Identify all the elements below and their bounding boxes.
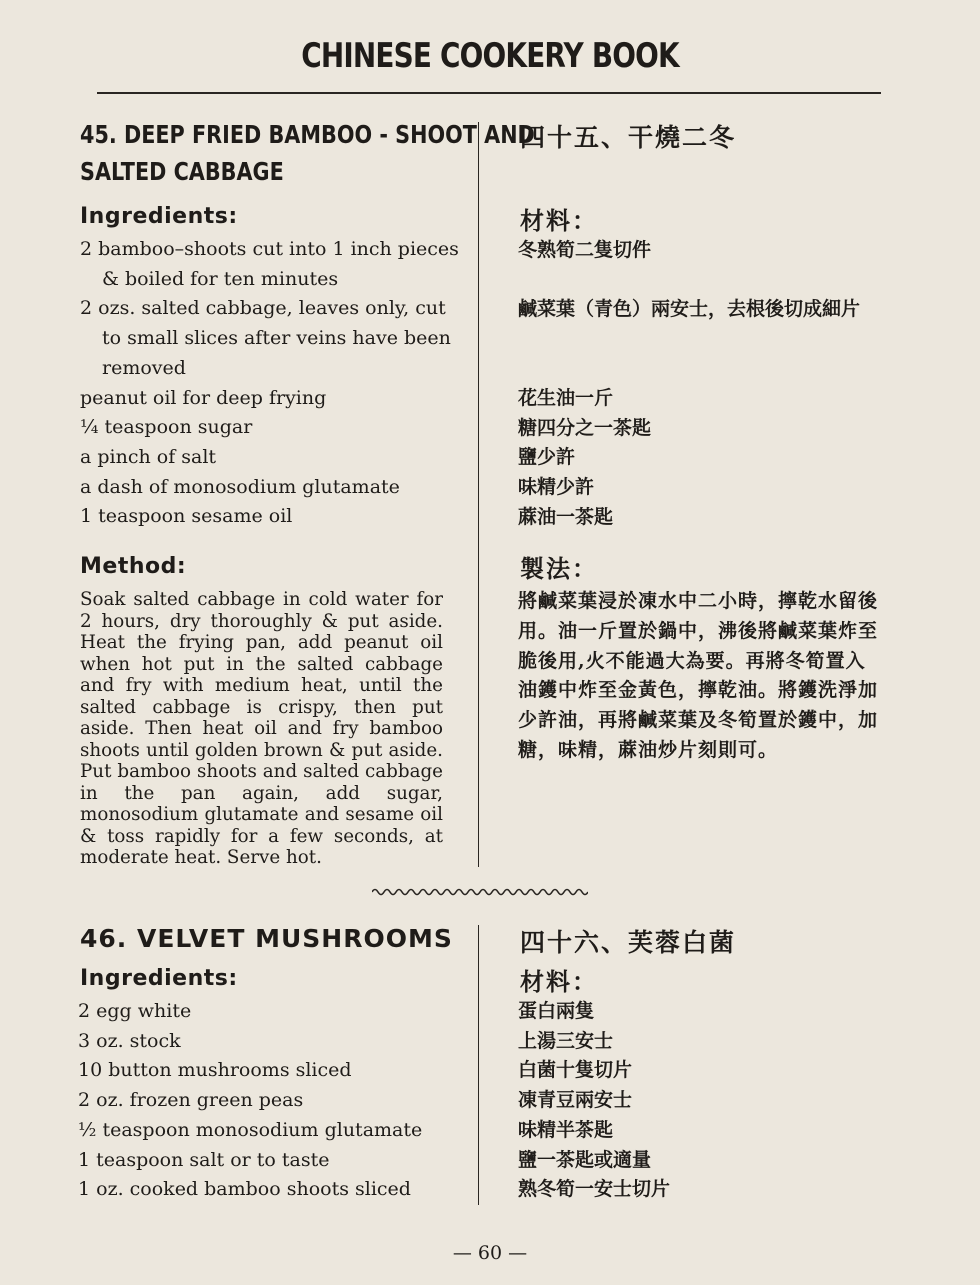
recipe-46-zh-ingredients-heading: 材料： (520, 967, 598, 996)
column-divider-46 (478, 925, 479, 1205)
zh-ingredient-line: 凍青豆兩安士 (518, 1089, 633, 1112)
ingredient-line: 2 ozs. salted cabbage, leaves only, cut (80, 297, 446, 320)
zh-ingredient-line: 味精少許 (518, 476, 595, 499)
recipe-46-zh-ingredient-list (518, 997, 670, 1205)
zh-ingredient-line: 蛋白兩隻 (518, 1000, 595, 1022)
recipe-45-method-text: Soak salted cabbage in cold water for 2 hours, dry thoroughly & put aside. Heat the frying pan, add peanut oil when hot put in the salted cabbage and fry with medium heat, until the salted cabbage is crispy, then put aside. Then heat oil and fry bamboo shoots until golden brown & put aside. Put bamboo shoots and salted cabbage in the pan again, add sugar, monosodium glutamate and sesame oil & toss rapidly for a few seconds, at moderate heat. Serve hot. (80, 589, 443, 868)
recipe-45-zh-ingredient-2: 鹹菜葉（青色）兩安士，去根後切成細片 (518, 298, 861, 320)
zh-ingredient-line: 上湯三安士 (518, 1029, 614, 1052)
recipe-46-zh-title: 四十六、芙蓉白菌 (520, 928, 737, 957)
header-rule (97, 92, 881, 94)
ingredient-line: peanut oil for deep frying (80, 386, 327, 409)
recipe-45-ingredients-heading: Ingredients: (80, 204, 238, 229)
zh-ingredient-line: 熟冬筍一安士切片 (518, 1178, 671, 1201)
zh-ingredient-line: 鹽少許 (518, 446, 576, 469)
ingredient-line: & boiled for ten minutes (102, 267, 339, 290)
column-divider-45 (478, 122, 479, 867)
ingredient-line: 1 teaspoon sesame oil (80, 505, 293, 528)
ingredient-line: ¼ teaspoon sugar (80, 416, 253, 439)
recipe-45-zh-ingredient-1: 冬熟筍二隻切件 (518, 239, 652, 261)
ingredient-line: 10 button mushrooms sliced (78, 1059, 352, 1082)
recipe-45-zh-title: 四十五、干燒二冬 (520, 123, 737, 152)
ingredient-line: a pinch of salt (80, 445, 217, 468)
ingredient-line: to small slices after veins have been (102, 327, 451, 350)
recipe-45-zh-ingredient-list (518, 384, 651, 533)
book-title: CHINESE COOKERY BOOK (301, 36, 679, 76)
recipe-46-title: 46. VELVET MUSHROOMS (80, 924, 453, 953)
page-number: — 60 — (452, 1242, 528, 1264)
ingredient-line: a dash of monosodium glutamate (80, 475, 400, 498)
zh-ingredient-line: 花生油一斤 (518, 387, 614, 409)
recipe-45-title-line1: 45. DEEP FRIED BAMBOO - SHOOT AND (80, 120, 535, 149)
recipe-45-zh-method-heading: 製法： (520, 554, 598, 583)
ingredient-line: 1 oz. cooked bamboo shoots sliced (78, 1178, 411, 1201)
ingredient-line: 2 egg white (78, 1000, 192, 1022)
recipe-45-method-heading: Method: (80, 554, 187, 579)
recipe-45-zh-ingredients-heading: 材料： (520, 206, 598, 235)
ingredient-line: 3 oz. stock (78, 1029, 181, 1052)
ingredient-line: 2 bamboo–shoots cut into 1 inch pieces (80, 238, 459, 260)
recipe-45-title-line2: SALTED CABBAGE (80, 157, 284, 186)
ingredient-line: 1 teaspoon salt or to taste (78, 1148, 330, 1171)
zh-ingredient-line: 鹽一茶匙或適量 (518, 1148, 652, 1171)
section-divider-ornament (372, 886, 588, 898)
recipe-46-ingredient-list (78, 997, 422, 1205)
zh-ingredient-line: 味精半茶匙 (518, 1118, 614, 1141)
zh-ingredient-line: 白菌十隻切片 (518, 1059, 633, 1082)
recipe-45-ingredient-list (80, 235, 459, 532)
ingredient-line: removed (102, 356, 186, 379)
zh-ingredient-line: 蔴油一茶匙 (518, 505, 614, 528)
recipe-46-ingredients-heading: Ingredients: (80, 966, 238, 991)
ingredient-line: ½ teaspoon monosodium glutamate (78, 1118, 423, 1141)
ingredient-line: 2 oz. frozen green peas (78, 1089, 304, 1112)
zh-ingredient-line: 糖四分之一茶匙 (518, 416, 652, 439)
recipe-45-zh-method-text: 將鹹菜葉浸於凍水中二小時，擰乾水留後用。油一斤置於鍋中，沸後將鹹菜葉炸至脆後用,火不能過大為要。再將冬筍置入油鑊中炸至金黃色，擰乾油。將鑊洗淨加少許油，再將鹹菜葉及冬筍置於鑊中，加糖，味精，蔴油炒片刻則可。 (518, 590, 879, 761)
